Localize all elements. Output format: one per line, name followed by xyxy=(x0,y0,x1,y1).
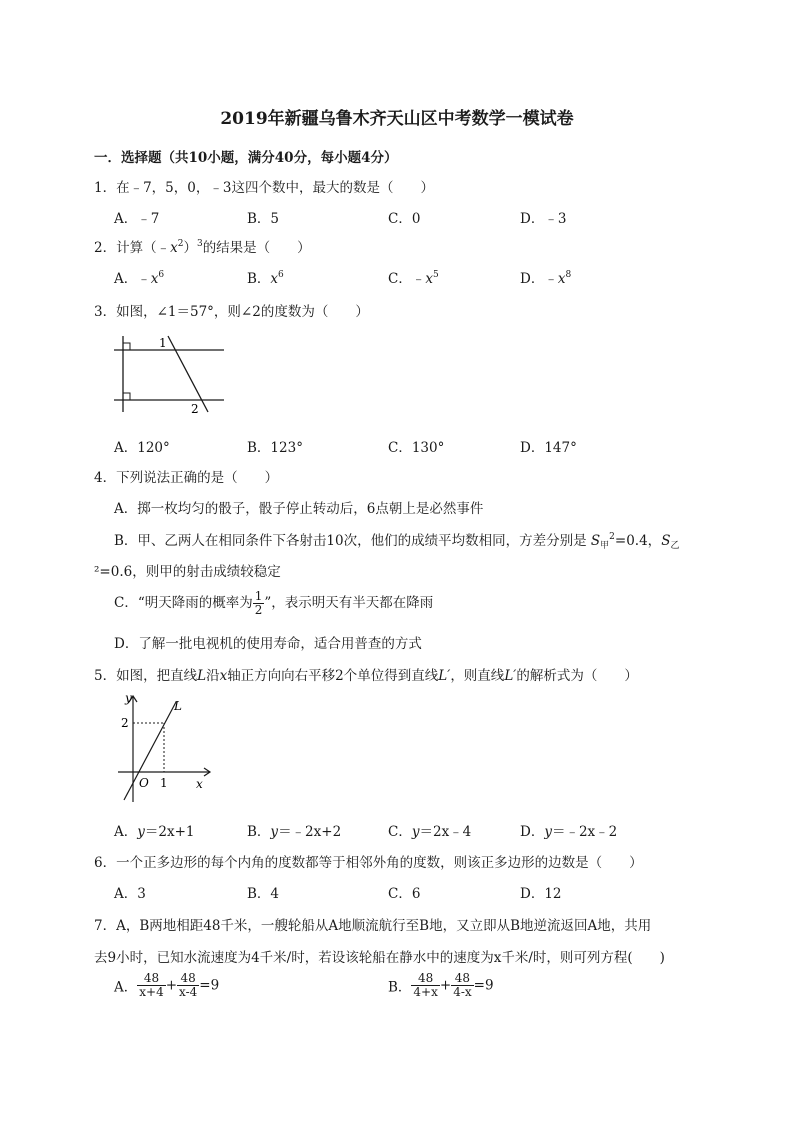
q7-stem-line2: 去9小时，已知水流速度为4千米/时，若设该轮船在静水中的速度为x千米/时，则可列方程( ) xyxy=(94,950,665,966)
q6-option-c: C．6 xyxy=(388,886,421,902)
q5-option-d: D．y＝﹣2x﹣2 xyxy=(520,824,618,840)
angle-1-label: 1 xyxy=(159,336,167,350)
q2-option-b: B．$x^6$ xyxy=(247,270,284,287)
right-angle-mark-top xyxy=(123,343,130,350)
q1-option-a: A．﹣7 xyxy=(114,211,160,227)
q7-a-fraction-1: $\frac{48}{x+4}$ xyxy=(139,971,164,999)
q4-option-b-line2: ²=0.6，则甲的射击成绩较稳定 xyxy=(94,564,281,580)
fraction-one-half: $\frac{1}{2}$ xyxy=(254,589,263,617)
q4-option-d: D．了解一批电视机的使用寿命，适合用普查的方式 xyxy=(114,636,422,652)
q7-b-fraction-1: $\frac{48}{4+x}$ xyxy=(413,971,438,999)
q6-option-d: D．12 xyxy=(520,886,562,902)
page-title: 2019年新疆乌鲁木齐天山区中考数学一模试卷 xyxy=(220,109,574,129)
q4-stem: 4．下列说法正确的是（ ） xyxy=(94,470,279,486)
q3-option-a: A．120° xyxy=(114,440,170,456)
q6-option-a: A．3 xyxy=(114,886,146,902)
q7-b-fraction-2: $\frac{48}{4-x}$ xyxy=(453,971,472,999)
x-tick-1: 1 xyxy=(160,776,168,790)
q4-option-c: C．“明天降雨的概率为 $\frac{1}{2}$ ”，表示明天有半天都在降雨 xyxy=(114,589,434,617)
q6-option-b: B．4 xyxy=(247,886,280,902)
q5-stem: 5．如图，把直线L沿x轴正方向向右平移2个单位得到直线L′，则直线L′的解析式为（ ） xyxy=(94,668,638,684)
q1-stem: 1．在﹣7，5，0，﹣3这四个数中，最大的数是（ ） xyxy=(94,180,434,196)
q1-option-b: B．5 xyxy=(247,211,280,227)
q2-option-a: A．$﹣x^6$ xyxy=(114,270,165,287)
q2-option-d: D．$﹣x^8$ xyxy=(520,270,572,287)
line-L-label: L xyxy=(174,699,182,713)
q1-option-d: D．﹣3 xyxy=(520,211,567,227)
x-axis-label: x xyxy=(196,777,203,791)
q7-option-a: A． $\frac{48}{x+4}$ + $\frac{48}{x-4}$ =9 xyxy=(114,971,220,999)
q3-option-d: D．147° xyxy=(520,440,577,456)
y-tick-2: 2 xyxy=(121,716,129,730)
q3-option-b: B．123° xyxy=(247,440,303,456)
q2-stem: 2．计算$(﹣x^2)^3$的结果是（ ） xyxy=(94,239,311,256)
q4-option-a: A．掷一枚均匀的骰子，骰子停止转动后，6点朝上是必然事件 xyxy=(114,501,484,517)
q7-stem-line1: 7．A，B两地相距48千米，一艘轮船从A地顺流航行至B地，又立即从B地逆流返回A地，共用 xyxy=(94,918,652,934)
q5-option-a: A．y＝2x+1 xyxy=(114,824,195,840)
origin-label: O xyxy=(139,776,149,790)
q2-option-c: C．$﹣x^5$ xyxy=(388,270,439,287)
right-angle-mark-bottom xyxy=(123,393,130,400)
q6-stem: 6．一个正多边形的每个内角的度数都等于相邻外角的度数，则该正多边形的边数是（ ） xyxy=(94,855,643,871)
q5-option-b: B．y＝﹣2x+2 xyxy=(247,824,342,840)
q1-option-c: C．0 xyxy=(388,211,421,227)
q5-figure xyxy=(110,690,220,810)
q3-stem: 3．如图，∠1＝57°，则∠2的度数为（ ） xyxy=(94,304,369,320)
q3-figure xyxy=(110,330,230,420)
q3-option-c: C．130° xyxy=(388,440,445,456)
q5-option-c: C．y＝2x﹣4 xyxy=(388,824,472,840)
angle-2-label: 2 xyxy=(191,402,199,416)
y-axis-label: y xyxy=(125,691,132,705)
section-header: 一．选择题（共10小题，满分40分，每小题4分） xyxy=(94,150,398,166)
q7-option-b: B． $\frac{48}{4+x}$ + $\frac{48}{4-x}$ =9 xyxy=(388,971,494,999)
q7-a-fraction-2: $\frac{48}{x-4}$ xyxy=(179,971,198,999)
line-L xyxy=(124,702,176,800)
q4-option-b-line1: B．甲、乙两人在相同条件下各射击10次，他们的成绩平均数相同，方差分别是 $S_甲^2=0.4$，$S_乙$ xyxy=(114,532,680,551)
